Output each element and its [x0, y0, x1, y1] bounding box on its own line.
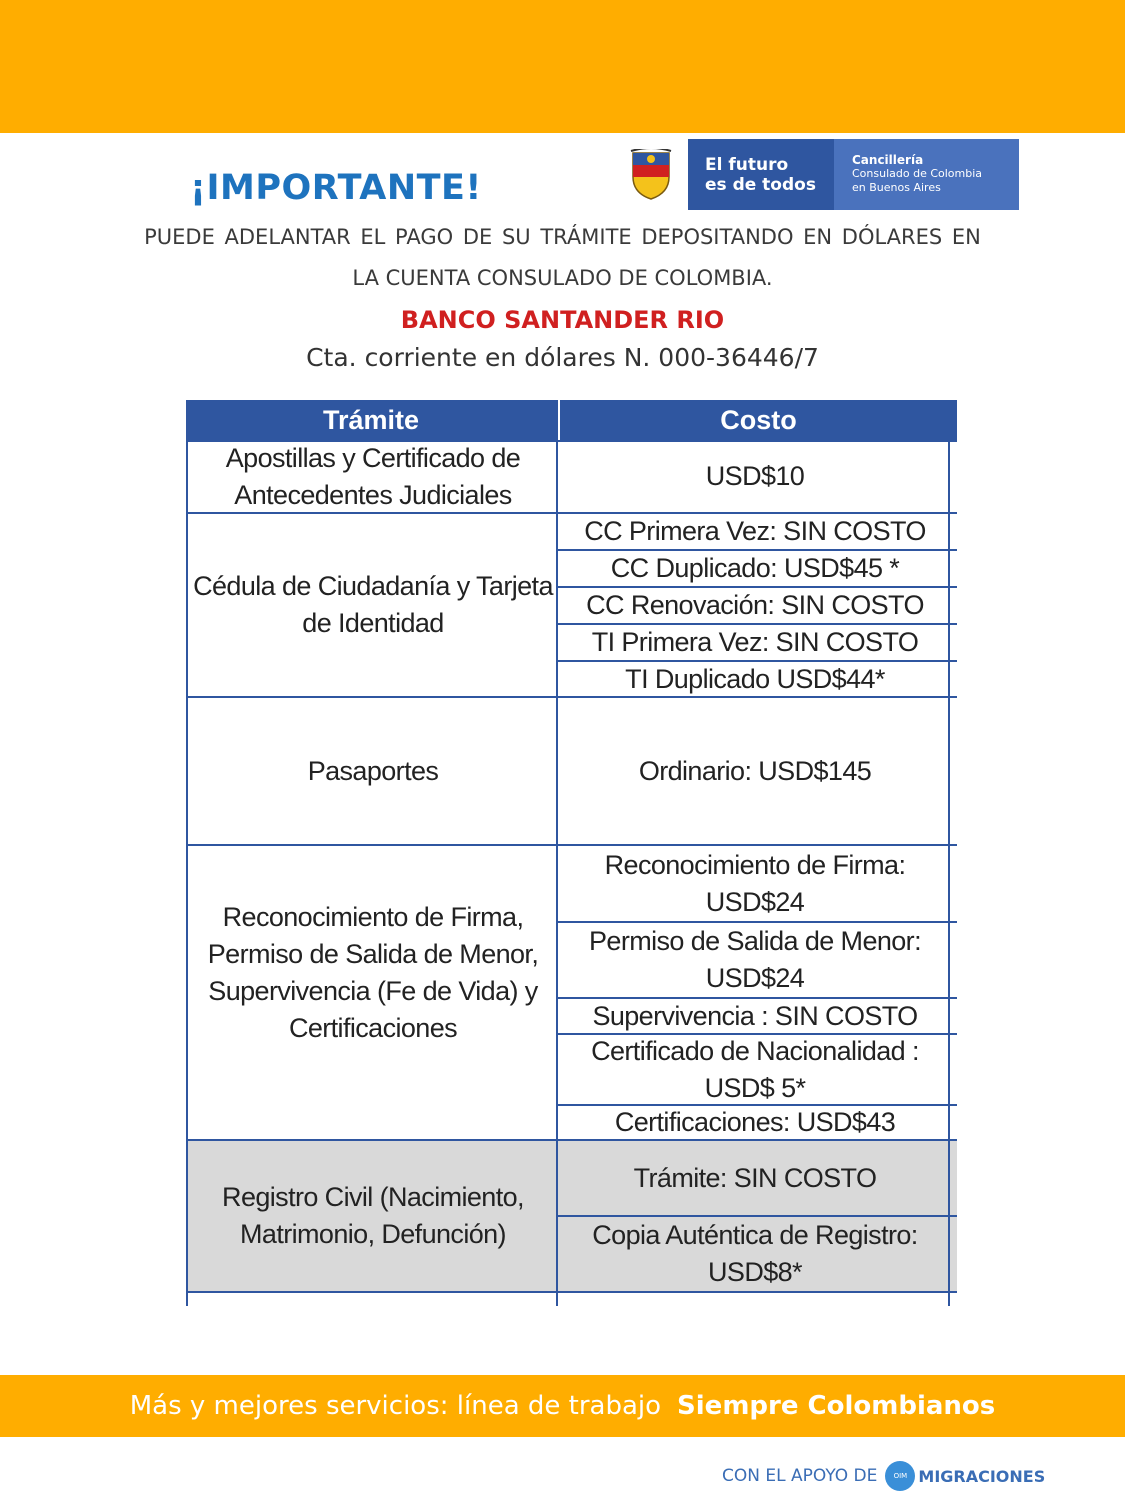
- logo-institution-line2: Consulado de Colombia: [852, 167, 983, 180]
- table-row-divider: [186, 512, 957, 514]
- costo-cell: Trámite: SIN COSTO: [633, 1162, 877, 1193]
- costo-cell: Certificado de Nacionalidad : USD$ 5*: [591, 1035, 919, 1103]
- table-row-divider: [558, 1104, 957, 1106]
- fees-table: [186, 400, 957, 1306]
- costo-cell: TI Primera Vez: SIN COSTO: [591, 627, 919, 657]
- payment-notice-line1: PUEDE ADELANTAR EL PAGO DE SU TRÁMITE DEPOSITANDO EN DÓLARES EN: [144, 225, 981, 249]
- costo-cell: Reconocimiento de Firma: USD$24: [604, 849, 906, 917]
- table-row-divider: [558, 1215, 957, 1217]
- logo-slogan: [688, 139, 834, 210]
- migraciones-label: MIGRACIONES: [918, 1466, 1046, 1486]
- table-row-divider: [558, 921, 957, 923]
- footer-banner: [0, 1375, 1125, 1437]
- costo-cell: USD$10: [705, 461, 805, 491]
- table-header-costo: Costo: [560, 400, 957, 440]
- tramite-cell: Cédula de Ciudadanía y Tarjeta de Identidad: [193, 571, 553, 638]
- costo-cell: TI Duplicado USD$44*: [625, 663, 885, 694]
- costo-cell: CC Duplicado: USD$45 *: [610, 553, 900, 583]
- account-number: Cta. corriente en dólares N. 000-36446/7: [306, 343, 819, 372]
- costo-cell: Certificaciones: USD$43: [614, 1107, 896, 1137]
- table-row-divider: [186, 440, 957, 442]
- migraciones-logo-icon: OIM: [885, 1461, 915, 1491]
- costo-cell: CC Renovación: SIN COSTO: [586, 590, 924, 620]
- costo-cell: Ordinario: USD$145: [638, 755, 872, 786]
- costo-cell: Copia Auténtica de Registro: USD$8*: [592, 1220, 918, 1287]
- table-row-divider: [186, 1291, 957, 1293]
- table-row-divider: [558, 586, 957, 588]
- page-title: ¡IMPORTANTE!: [190, 168, 482, 208]
- bank-name: BANCO SANTANDER RIO: [400, 306, 725, 334]
- footer-slogan: Más y mejores servicios: línea de trabajo: [129, 1391, 662, 1421]
- costo-cell: Supervivencia : SIN COSTO: [592, 1000, 918, 1031]
- support-credit: [722, 1461, 1045, 1491]
- table-row-divider: [186, 696, 957, 698]
- costo-cell: CC Primera Vez: SIN COSTO: [584, 516, 926, 546]
- table-column-divider: [556, 400, 558, 1306]
- logo-institution: [834, 139, 1019, 210]
- costo-cell: Permiso de Salida de Menor: USD$24: [589, 926, 921, 993]
- table-header-tramite: Trámite: [186, 400, 556, 440]
- table-row-divider: [186, 844, 957, 846]
- logo-institution-line3: en Buenos Aires: [852, 181, 941, 194]
- logo-slogan-line1: El futuro: [705, 155, 789, 175]
- tramite-cell: Apostillas y Certificado de Antecedentes Judiciales: [225, 442, 521, 510]
- support-credit-label: CON EL APOYO DE: [722, 1466, 878, 1486]
- government-logo: [614, 139, 1019, 210]
- tramite-cell: Pasaportes: [307, 755, 439, 786]
- tramite-cell: Registro Civil (Nacimiento, Matrimonio, Defunción): [222, 1182, 524, 1249]
- table-border-left: [186, 440, 188, 1306]
- payment-notice-line2: LA CUENTA CONSULADO DE COLOMBIA.: [352, 266, 773, 290]
- table-row-divider: [558, 660, 957, 662]
- logo-institution-line1: Cancillería: [852, 153, 924, 167]
- table-row-divider: [558, 1033, 957, 1035]
- table-row-divider: [558, 997, 957, 999]
- tramite-cell: Reconocimiento de Firma, Permiso de Salida de Menor, Supervivencia (Fe de Vida) y Certificaciones: [207, 901, 539, 1043]
- footer-slogan-bold: Siempre Colombianos: [677, 1391, 996, 1421]
- table-row-divider: [558, 623, 957, 625]
- table-border-right: [948, 440, 950, 1306]
- table-row-divider: [186, 1139, 957, 1141]
- coat-of-arms-icon: [614, 139, 688, 210]
- top-banner: [0, 0, 1125, 133]
- table-row-divider: [558, 549, 957, 551]
- logo-slogan-line2: es de todos: [705, 175, 816, 195]
